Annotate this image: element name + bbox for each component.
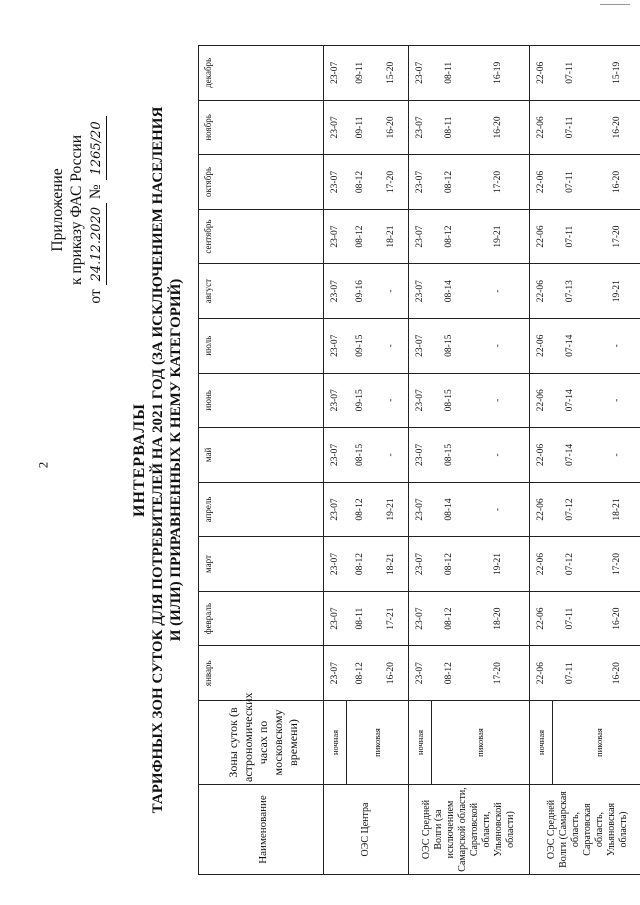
region-name-cell: ОЭС Средней Волги (за исключением Самарской области, Саратовской области, Ульяновской области)	[409, 785, 530, 875]
interval-cell: 23-07	[409, 646, 432, 701]
interval-cell: 22-06	[530, 482, 553, 537]
table-row	[530, 46, 553, 875]
header-name: Наименование	[199, 785, 324, 875]
appendix-block	[48, 45, 107, 375]
handwritten-number: 1265/20	[87, 116, 107, 180]
zone-peak-label: пиковая	[431, 701, 530, 785]
interval-cell: 08-15	[431, 428, 467, 483]
interval-cell: 23-07	[324, 646, 347, 701]
interval-cell: 15-19	[588, 46, 640, 101]
interval-cell: 22-06	[530, 428, 553, 483]
interval-cell: 08-11	[431, 46, 467, 101]
rotated-document-sheet	[38, 45, 629, 875]
interval-cell: 08-12	[346, 482, 374, 537]
interval-cell: 23-07	[409, 428, 432, 483]
table-row	[346, 46, 374, 875]
header-month: апрель	[199, 482, 324, 537]
interval-cell: 23-07	[324, 537, 347, 592]
interval-cell: 22-06	[530, 646, 553, 701]
interval-cell: -	[374, 264, 409, 319]
table-row	[552, 46, 588, 875]
interval-cell: 23-07	[409, 318, 432, 373]
interval-cell: 22-06	[530, 264, 553, 319]
interval-cell: -	[588, 318, 640, 373]
interval-cell: 23-07	[324, 318, 347, 373]
number-prefix: №	[87, 184, 104, 200]
title-line-2: ТАРИФНЫХ ЗОН СУТОК ДЛЯ ПОТРЕБИТЕЛЕЙ НА 2021 ГОД (ЗА ИСКЛЮЧЕНИЕМ НАСЕЛЕНИЯ	[150, 106, 166, 814]
interval-cell: 17-20	[467, 646, 530, 701]
header-month: февраль	[199, 591, 324, 646]
interval-cell: 07-11	[552, 155, 588, 210]
interval-cell: 08-15	[431, 318, 467, 373]
interval-cell: 17-20	[588, 209, 640, 264]
interval-cell: 23-07	[409, 482, 432, 537]
interval-cell: 08-12	[431, 646, 467, 701]
title-line-3: И (ИЛИ) ПРИРАВНЕННЫХ К НЕМУ КАТЕГОРИЙ)	[168, 278, 184, 642]
interval-cell: 23-07	[409, 209, 432, 264]
interval-cell: 07-11	[552, 591, 588, 646]
interval-cell: 16-20	[588, 100, 640, 155]
interval-cell: 23-07	[324, 46, 347, 101]
interval-cell: -	[467, 428, 530, 483]
interval-cell: 22-06	[530, 537, 553, 592]
table-row	[324, 46, 347, 875]
order-date-number	[86, 45, 107, 375]
interval-cell: 16-19	[467, 46, 530, 101]
interval-cell: 08-12	[346, 209, 374, 264]
interval-cell: -	[374, 428, 409, 483]
interval-cell: 23-07	[324, 591, 347, 646]
interval-cell: 08-12	[431, 591, 467, 646]
interval-cell: 23-07	[324, 373, 347, 428]
interval-cell: 08-11	[431, 100, 467, 155]
interval-cell: 23-07	[409, 46, 432, 101]
interval-cell: 16-20	[588, 155, 640, 210]
table-header-row	[199, 46, 324, 875]
interval-cell: 23-07	[409, 373, 432, 428]
interval-cell: 17-21	[374, 591, 409, 646]
header-month: июнь	[199, 373, 324, 428]
title-line-1: ИНТЕРВАЛЫ	[131, 403, 148, 517]
interval-cell: 07-11	[552, 209, 588, 264]
zone-night-label: ночная	[324, 701, 347, 785]
interval-cell: 16-20	[374, 100, 409, 155]
interval-cell: 07-12	[552, 482, 588, 537]
header-month: март	[199, 537, 324, 592]
interval-cell: 18-21	[374, 209, 409, 264]
header-month: май	[199, 428, 324, 483]
zone-night-label: ночная	[409, 701, 432, 785]
interval-cell: 23-07	[324, 155, 347, 210]
header-month: октябрь	[199, 155, 324, 210]
interval-cell: 22-06	[530, 209, 553, 264]
zone-peak-label: пиковая	[552, 701, 640, 785]
interval-cell: -	[467, 482, 530, 537]
interval-cell: 18-21	[374, 537, 409, 592]
interval-cell: 17-20	[588, 537, 640, 592]
header-month: ноябрь	[199, 100, 324, 155]
interval-cell: 19-21	[467, 537, 530, 592]
interval-cell: 23-07	[409, 155, 432, 210]
interval-cell: 07-11	[552, 46, 588, 101]
interval-cell: -	[588, 428, 640, 483]
interval-cell: 08-14	[431, 264, 467, 319]
table-row	[409, 46, 432, 875]
interval-cell: 23-07	[409, 264, 432, 319]
zone-peak-label: пиковая	[346, 701, 409, 785]
interval-cell: 22-06	[530, 318, 553, 373]
interval-cell: 08-15	[431, 373, 467, 428]
interval-cell: -	[467, 264, 530, 319]
interval-cell: 19-21	[374, 482, 409, 537]
interval-cell: 09-16	[346, 264, 374, 319]
interval-cell: 22-06	[530, 373, 553, 428]
interval-cell: 22-06	[530, 46, 553, 101]
interval-cell: 07-14	[552, 373, 588, 428]
header-month: сентябрь	[199, 209, 324, 264]
interval-cell: 08-12	[346, 537, 374, 592]
order-reference: к приказу ФАС России	[68, 135, 85, 285]
interval-cell: 08-12	[346, 646, 374, 701]
header-month: июль	[199, 318, 324, 373]
interval-cell: 08-12	[431, 537, 467, 592]
interval-cell: 18-20	[467, 591, 530, 646]
interval-cell: -	[467, 318, 530, 373]
interval-cell: 22-06	[530, 100, 553, 155]
interval-cell: 23-07	[324, 100, 347, 155]
interval-cell: 09-11	[346, 100, 374, 155]
interval-cell: 07-11	[552, 646, 588, 701]
region-name-cell: ОЭС Центра	[324, 785, 409, 875]
interval-cell: 16-20	[467, 100, 530, 155]
interval-cell: -	[374, 373, 409, 428]
interval-cell: 22-06	[530, 155, 553, 210]
interval-cell: 07-12	[552, 537, 588, 592]
interval-cell: 08-15	[346, 428, 374, 483]
table-row	[431, 46, 467, 875]
appendix-label: Приложение	[49, 168, 66, 252]
interval-cell: 16-20	[588, 646, 640, 701]
interval-cell: 16-20	[374, 646, 409, 701]
interval-cell: 23-07	[409, 100, 432, 155]
interval-cell: 19-21	[588, 264, 640, 319]
interval-cell: -	[467, 373, 530, 428]
date-prefix: от	[87, 289, 104, 304]
interval-cell: 16-20	[588, 591, 640, 646]
interval-cell: -	[588, 373, 640, 428]
interval-cell: 08-12	[346, 155, 374, 210]
handwritten-date: 24.12.2020	[87, 203, 107, 285]
interval-cell: -	[374, 318, 409, 373]
zone-night-label: ночная	[530, 701, 553, 785]
page-number: 2	[35, 461, 51, 469]
header-month: январь	[199, 646, 324, 701]
document-title	[130, 45, 185, 875]
interval-cell: 22-06	[530, 591, 553, 646]
interval-cell: 08-12	[431, 155, 467, 210]
interval-cell: 23-07	[324, 482, 347, 537]
interval-cell: 17-20	[467, 155, 530, 210]
interval-cell: 23-07	[324, 428, 347, 483]
interval-cell: 23-07	[324, 264, 347, 319]
header-zone: Зоны суток (в астрономических часах по московскому времени)	[199, 701, 324, 785]
interval-cell: 08-14	[431, 482, 467, 537]
scan-artifact-line	[600, 4, 630, 5]
interval-cell: 23-07	[409, 537, 432, 592]
interval-cell: 07-11	[552, 100, 588, 155]
interval-cell: 07-14	[552, 428, 588, 483]
interval-cell: 15-20	[374, 46, 409, 101]
interval-cell: 09-11	[346, 46, 374, 101]
interval-cell: 23-07	[409, 591, 432, 646]
interval-cell: 23-07	[324, 209, 347, 264]
interval-cell: 18-21	[588, 482, 640, 537]
header-month: декабрь	[199, 46, 324, 101]
tariff-zones-table	[198, 45, 640, 875]
interval-cell: 09-15	[346, 373, 374, 428]
interval-cell: 08-12	[431, 209, 467, 264]
header-month: август	[199, 264, 324, 319]
interval-cell: 07-14	[552, 318, 588, 373]
interval-cell: 19-21	[467, 209, 530, 264]
interval-cell: 09-15	[346, 318, 374, 373]
interval-cell: 08-11	[346, 591, 374, 646]
region-name-cell: ОЭС Средней Волги (Самарская область, Саратовская область, Ульяновская область)	[530, 785, 640, 875]
interval-cell: 17-20	[374, 155, 409, 210]
interval-cell: 07-13	[552, 264, 588, 319]
